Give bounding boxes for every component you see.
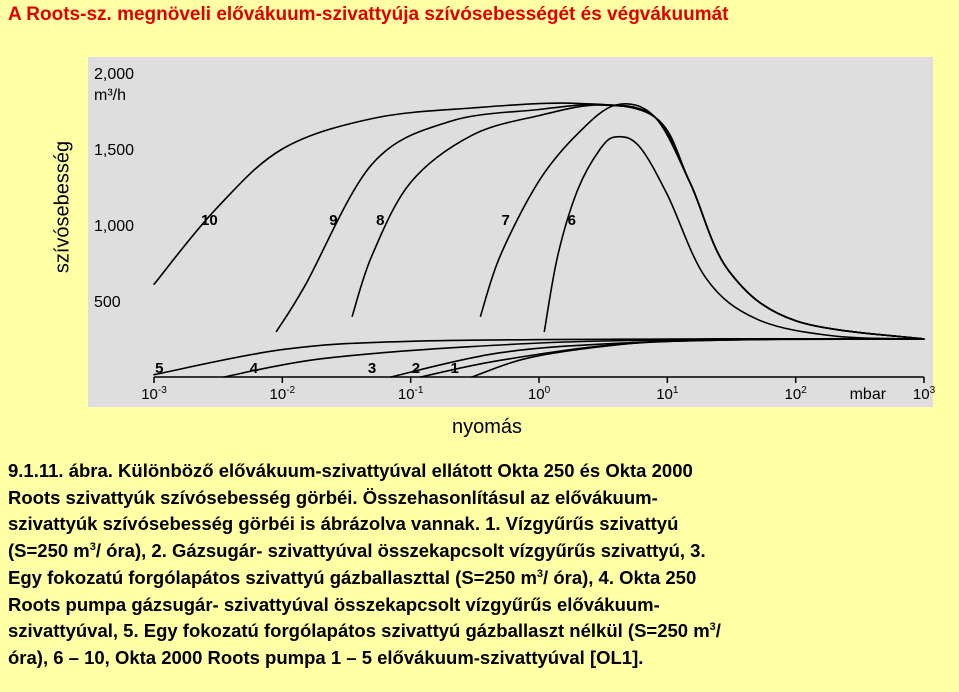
x-tick-label: $10^2$ <box>784 385 807 403</box>
series-label-10: 10 <box>201 212 218 229</box>
caption-line <box>8 618 952 645</box>
figure-caption <box>8 458 952 672</box>
series-label-7: 7 <box>501 212 510 229</box>
chart-area <box>88 57 936 407</box>
series-line-6 <box>544 137 924 339</box>
caption-line: szivattyúk szívósebesség görbéi is ábrázolva vannak. 1. Vízgyűrűs szivattyú <box>8 513 679 535</box>
roots-pump-speed-chart <box>88 57 936 407</box>
caption-line <box>8 565 952 592</box>
x-tick-label: $10^3$ <box>912 385 936 403</box>
series-label-6: 6 <box>567 212 576 229</box>
series-label-2: 2 <box>411 360 421 378</box>
series-line-5 <box>154 339 924 378</box>
caption-text: (S=250 m <box>8 540 90 562</box>
y-tick-label: 2,000 <box>94 66 135 83</box>
caption-text: / óra), 2. Gázsugár- szivattyúval összekapcsolt vízgyűrűs szivattyú, 3. <box>95 540 706 562</box>
y-axis-label-container <box>48 122 78 292</box>
caption-line <box>8 538 952 565</box>
x-tick-label: $10^0$ <box>527 385 551 403</box>
series-line-8 <box>352 105 924 339</box>
caption-text: / óra), 4. Okta 250 <box>543 566 697 588</box>
caption-line: óra), 6 – 10, Okta 2000 Roots pumpa 1 – 5 elővákuum-szivattyúval [OL1]. <box>8 646 644 668</box>
caption-superscript: 3 <box>709 621 716 634</box>
caption-text: szivattyúval, 5. Egy fokozatú forgólapátos szivattyú gázballaszt nélkül (S=250 m <box>8 620 710 642</box>
caption-superscript: 3 <box>89 540 96 553</box>
x-tick-label: $10^1$ <box>656 385 679 403</box>
x-unit-label: mbar <box>849 386 887 403</box>
series-label-4: 4 <box>249 360 259 378</box>
series-label-8: 8 <box>376 212 385 229</box>
series-label-9: 9 <box>329 212 338 229</box>
series-line-3 <box>391 339 924 377</box>
caption-line: 9.1.11. ábra. Különböző elővákuum-szivattyúval ellátott Okta 250 és Okta 2000 <box>8 460 693 481</box>
series-line-9 <box>277 105 925 339</box>
x-tick-label: $10^{-3}$ <box>141 385 167 403</box>
x-tick-label: $10^{-2}$ <box>269 385 296 403</box>
x-axis-label: nyomás <box>452 416 523 438</box>
series-label-3: 3 <box>367 360 377 378</box>
x-tick-label: $10^{-1}$ <box>397 385 424 403</box>
series-label-1: 1 <box>450 360 459 378</box>
y-tick-label: 1,000 <box>94 218 135 235</box>
caption-text: Egy fokozatú forgólapátos szivattyú gázballaszttal (S=250 m <box>8 566 537 588</box>
caption-text: / <box>715 620 721 642</box>
y-unit-label: m³/h <box>94 87 126 104</box>
series-line-2 <box>421 339 924 377</box>
caption-line: Roots szivattyúk szívósebesség görbéi. Összehasonlításul az elővákuum- <box>8 486 658 508</box>
y-axis-label: szívósebesség <box>51 140 74 274</box>
caption-superscript: 3 <box>536 567 544 580</box>
series-line-10 <box>154 103 924 339</box>
y-tick-label: 1,500 <box>94 142 135 159</box>
series-label-5: 5 <box>155 360 164 378</box>
y-tick-label: 500 <box>94 294 121 311</box>
series-line-1 <box>472 339 924 377</box>
caption-line: Roots pumpa gázsugár- szivattyúval összekapcsolt vízgyűrűs elővákuum- <box>8 593 660 615</box>
series-line-7 <box>481 104 925 339</box>
page-title: A Roots-sz. megnöveli elővákuum-szivattyúja szívósebességét és végvákuumát <box>8 4 729 25</box>
